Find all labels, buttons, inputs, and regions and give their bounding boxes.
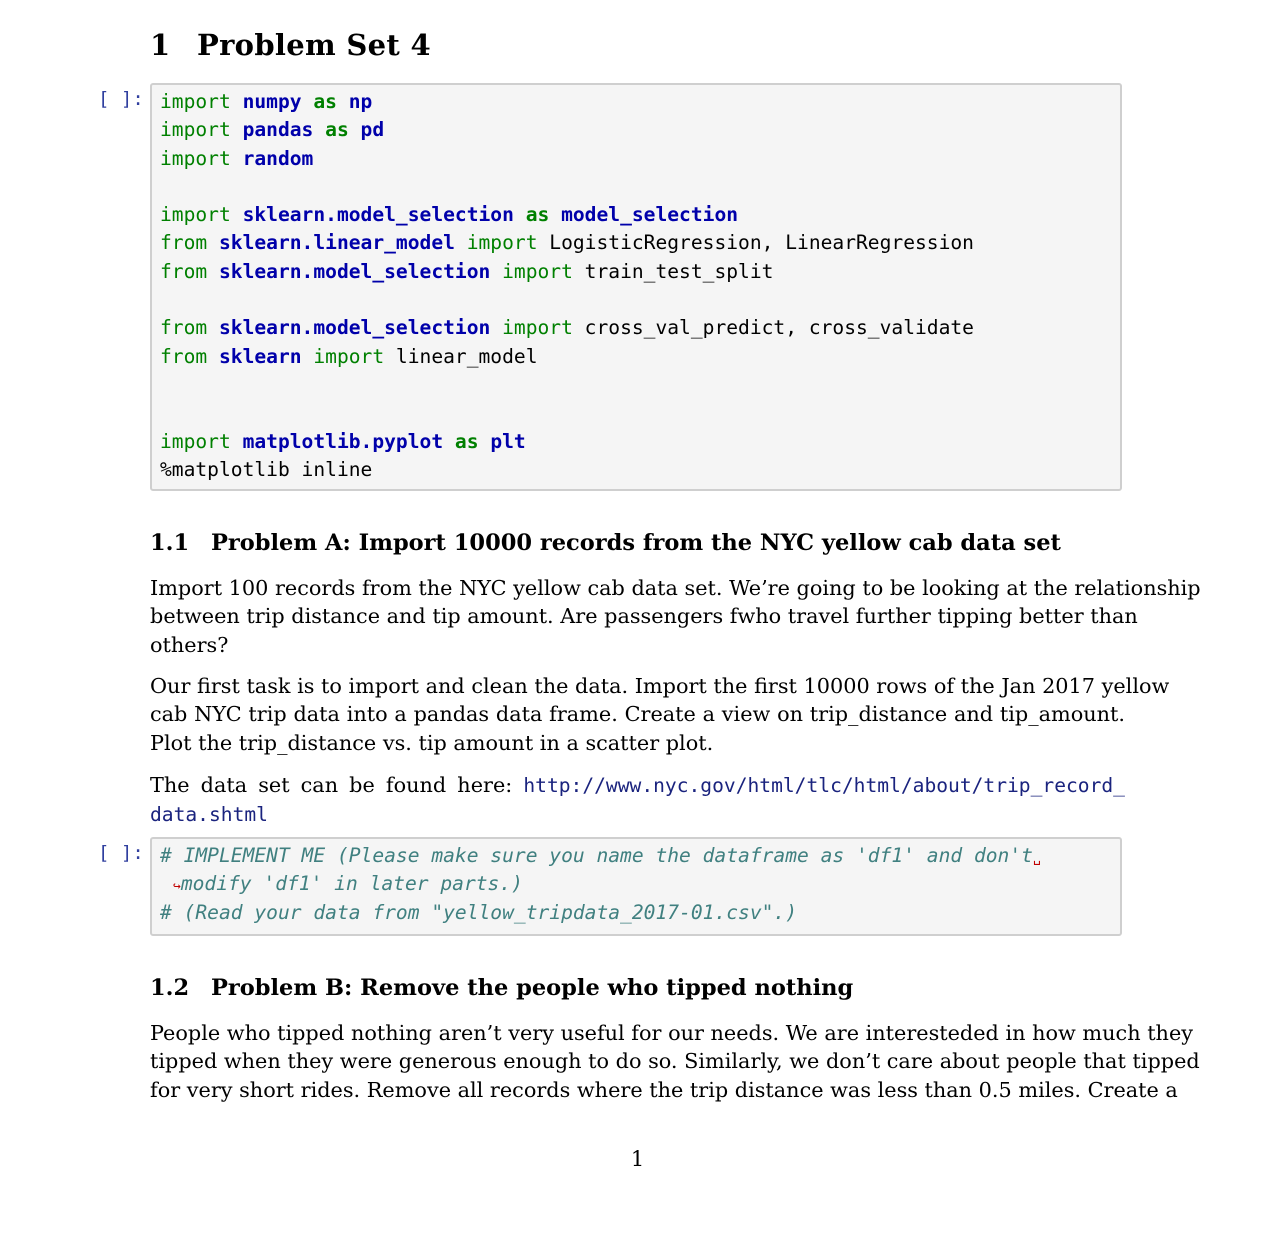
keyword-token: import	[502, 316, 573, 340]
code-line	[160, 399, 974, 427]
module-token: random	[242, 146, 314, 170]
section-number: 1.2	[150, 975, 190, 1001]
module-token: sklearn.model_selection	[218, 259, 491, 283]
text-line: between trip distance and tip amount. Are passengers fwho travel further tipping better than	[150, 604, 1138, 629]
code-text	[207, 260, 219, 283]
title-text: Problem Set 4	[197, 28, 431, 62]
paragraph-intro	[150, 574, 1201, 659]
code-text	[231, 430, 243, 453]
code-line	[160, 343, 974, 371]
code-cell-implement[interactable]	[150, 837, 1122, 936]
operator-token: as	[325, 118, 349, 142]
code-text	[231, 90, 243, 113]
operator-token: as	[525, 203, 550, 227]
section-number: 1	[150, 28, 171, 62]
code-text	[514, 203, 526, 226]
code-block[interactable]	[160, 842, 1041, 927]
module-token: pd	[360, 118, 385, 142]
module-token: np	[348, 90, 373, 113]
text-line: others?	[150, 632, 229, 657]
operator-token: as	[454, 429, 479, 453]
text-line: for very short rides. Remove all records where the trip distance was less than 0.5 miles. Create a	[150, 1077, 1178, 1102]
code-line	[160, 456, 974, 484]
code-text	[207, 316, 219, 339]
keyword-token: from	[160, 259, 208, 283]
code-line	[160, 258, 974, 286]
code-cell-imports[interactable]	[150, 83, 1122, 491]
code-text	[455, 231, 467, 254]
section-heading-a	[150, 530, 1061, 556]
text-line: Our first task is to import and clean the data. Import the first 10000 rows of the Jan 2017 yellow	[150, 674, 1170, 698]
comment-line	[160, 842, 1041, 870]
text: The data set can be found here:	[150, 773, 513, 797]
code-line	[160, 145, 974, 173]
paragraph-dataset-link	[150, 771, 1125, 830]
page-title	[150, 28, 431, 62]
module-token: matplotlib.pyplot	[242, 429, 444, 453]
code-text	[549, 203, 561, 226]
paragraph-task	[150, 672, 1170, 757]
keyword-token: import	[160, 203, 231, 227]
code-text	[479, 430, 491, 453]
keyword-token: import	[160, 118, 231, 142]
comment-text: # IMPLEMENT ME (Please make sure you name the dataframe as 'df1' and don't	[160, 844, 1033, 867]
text-line: Plot the trip_distance vs. tip amount in a scatter plot.	[150, 730, 714, 755]
dataset-link-continued[interactable]: data.shtml	[150, 803, 268, 827]
code-text: cross_val_predict, cross_validate	[572, 316, 974, 340]
keyword-token: import	[160, 146, 231, 170]
continuation-arrow-icon: ↪	[173, 879, 181, 895]
keyword-token: from	[160, 344, 208, 368]
cell-prompt: [ ]:	[98, 88, 144, 110]
text-line: Import 100 records from the NYC yellow cab data set. We’re going to be looking at the relationship	[150, 576, 1201, 600]
text-line: People who tipped nothing aren’t very useful for our needs. We are interesteded in how much they	[150, 1021, 1194, 1045]
section-title: Problem B: Remove the people who tipped nothing	[211, 975, 854, 1001]
space-marker: ␣	[1032, 851, 1041, 866]
code-text	[207, 231, 219, 254]
comment-line	[160, 870, 1041, 898]
keyword-token: import	[160, 90, 231, 113]
module-token: sklearn	[218, 344, 302, 368]
code-text	[490, 260, 502, 283]
module-token: numpy	[242, 90, 302, 113]
dataset-link[interactable]: http://www.nyc.gov/html/tlc/html/about/trip_record_	[523, 774, 1125, 797]
keyword-token: import	[160, 429, 231, 453]
module-token: sklearn.linear_model	[218, 231, 455, 255]
code-line	[160, 201, 974, 229]
text-line	[150, 800, 1125, 829]
text-line: tipped when they were generous enough to do so. Similarly, we don’t care about people that tipped	[150, 1049, 1200, 1074]
section-title: Problem A: Import 10000 records from the NYC yellow cab data set	[211, 530, 1061, 556]
keyword-token: from	[160, 316, 208, 340]
code-text	[313, 118, 325, 141]
comment-line: # (Read your data from "yellow_tripdata_2017-01.csv".)	[160, 900, 798, 924]
operator-token: as	[313, 90, 337, 113]
code-text	[349, 118, 361, 141]
section-heading-b	[150, 975, 853, 1001]
code-text	[207, 345, 219, 368]
code-text	[302, 345, 314, 368]
code-line	[160, 173, 974, 201]
keyword-token: import	[502, 259, 573, 283]
text-line	[150, 771, 1125, 800]
page-number: 1	[630, 1147, 645, 1171]
module-token: plt	[490, 429, 526, 453]
module-token: pandas	[242, 118, 314, 142]
code-block[interactable]	[160, 88, 974, 484]
code-text	[231, 118, 243, 141]
code-line	[160, 88, 974, 116]
module-token: sklearn.model_selection	[242, 203, 514, 227]
code-line	[160, 116, 974, 144]
code-text	[490, 316, 502, 339]
module-token: model_selection	[561, 203, 739, 227]
keyword-token: from	[160, 231, 208, 255]
code-text	[231, 147, 243, 170]
keyword-token: import	[313, 344, 385, 368]
code-line	[160, 371, 974, 399]
section-number: 1.1	[150, 530, 190, 556]
code-text: linear_model	[384, 344, 538, 368]
keyword-token: import	[466, 231, 538, 255]
cell-prompt: [ ]:	[98, 842, 144, 864]
code-line	[160, 229, 974, 257]
code-line	[160, 314, 974, 342]
code-text	[443, 430, 455, 453]
code-text	[337, 90, 349, 113]
code-text: LogisticRegression, LinearRegression	[537, 231, 974, 255]
code-text	[302, 90, 314, 113]
paragraph-remove-zero-tips	[150, 1019, 1200, 1104]
module-token: sklearn.model_selection	[218, 316, 491, 340]
code-text	[231, 203, 243, 226]
code-text: train_test_split	[572, 259, 774, 283]
text-line: cab NYC trip data into a pandas data frame. Create a view on trip_distance and tip_amount.	[150, 702, 1125, 727]
code-text: %matplotlib inline	[160, 457, 373, 481]
comment-text: modify 'df1' in later parts.)	[180, 872, 523, 896]
code-line	[160, 286, 974, 314]
code-line	[160, 428, 974, 456]
